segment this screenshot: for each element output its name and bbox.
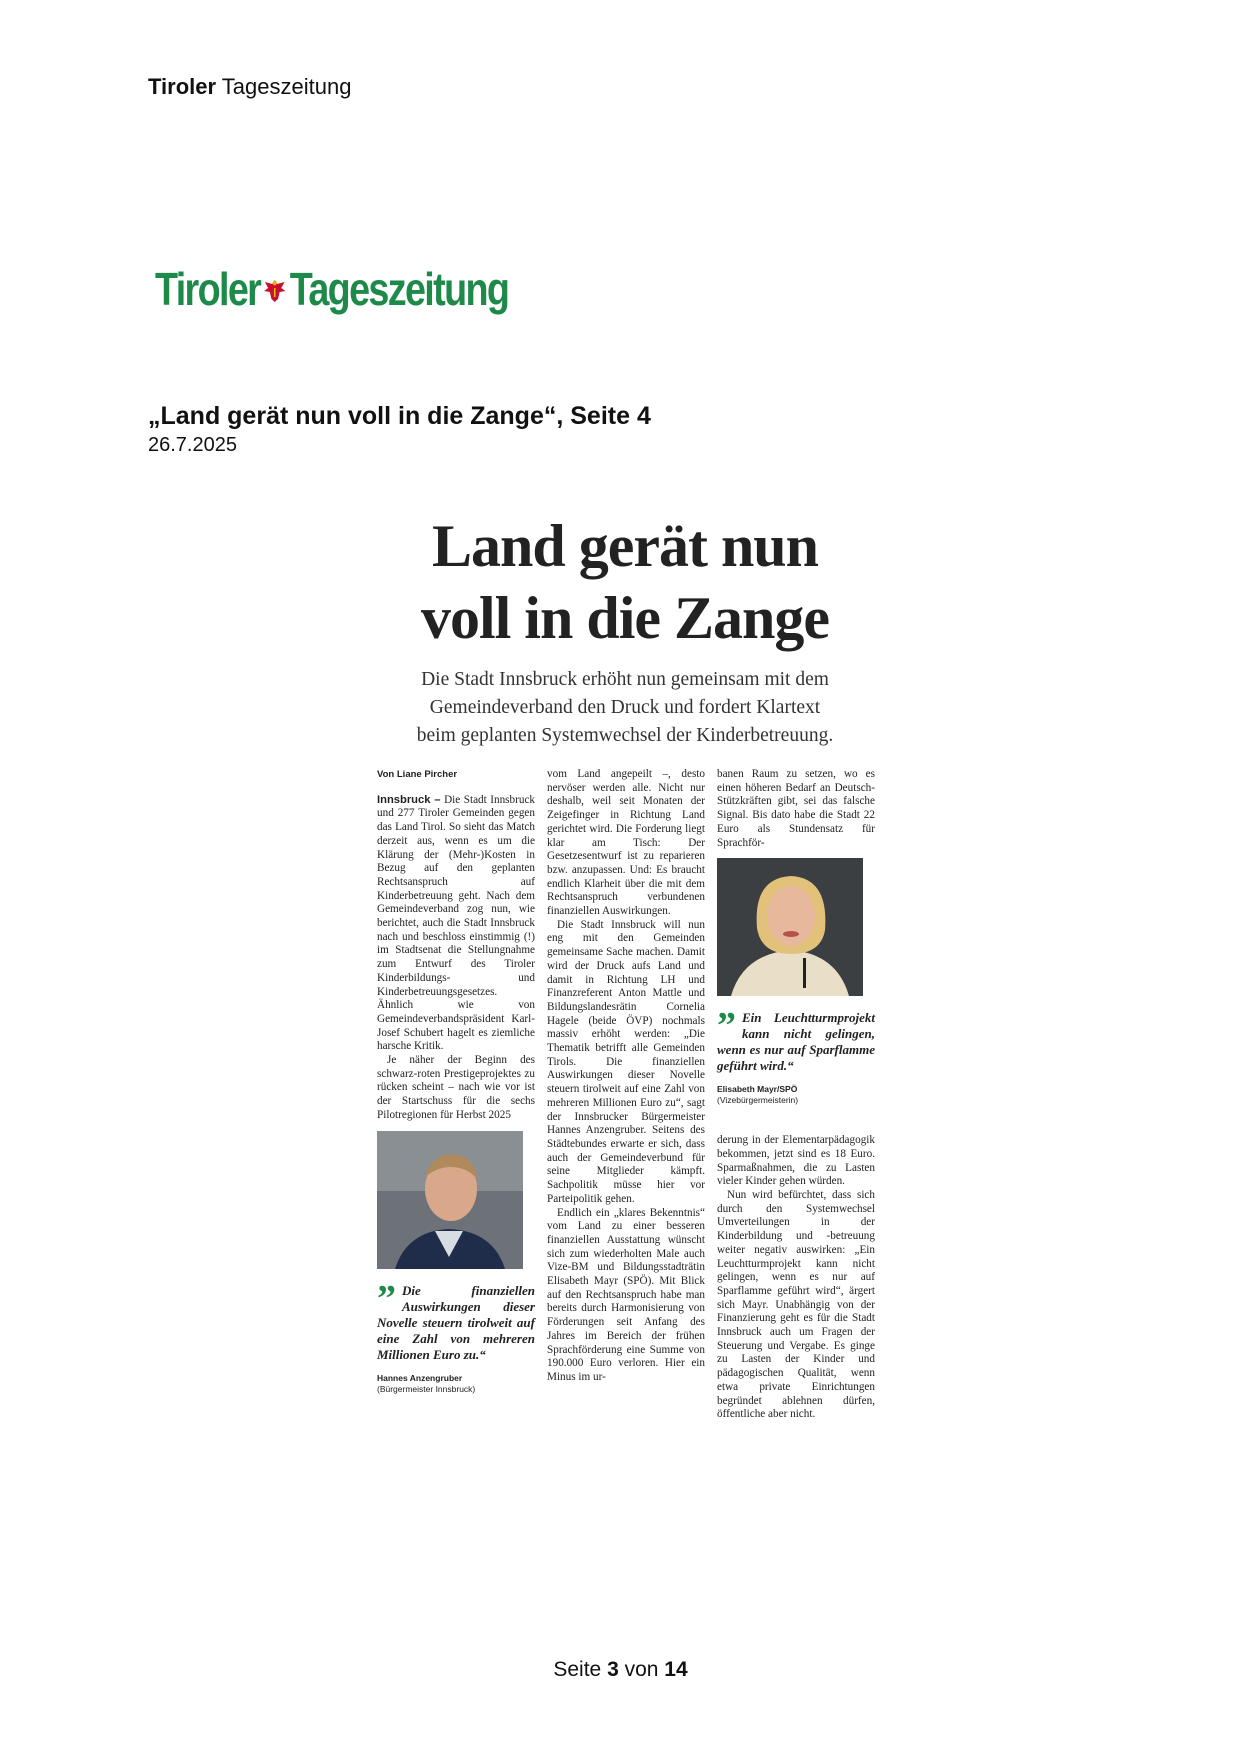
paragraph: Je näher der Beginn des schwarz-roten Prestigeprojektes zu rücken scheint – nach wie vor ist der Startschuss für die sechs Pilotregionen für Herbst 2025 [377,1054,535,1121]
subhead-line: Die Stadt Innsbruck erhöht nun gemeinsam mit dem [421,669,829,690]
newspaper-logo [155,262,508,316]
paragraph: Die Stadt Innsbruck will nun eng mit den Gemeinden gemeinsame Sache machen. Damit wird der Druck aufs Land und damit in Richtung LH und Finanzreferent Anton Mattle und Bildungslandesrätin Cornelia Hagele (beide ÖVP) nochmals massiv erhöht werden: „Die Thematik betrifft alle Gemeinden Tirols. Die finanziellen Auswirkungen dieser Novelle steuern tirolweit auf eine Zahl von mehreren Millionen Euro zu“, sagt der Innsbrucker Bürgermeister Hannes Anzengruber. Seitens des Städtebundes erwarte er sich, dass auch der Gemeindeverbund für seine Mitglieder kämpft. Sachpolitik müsse hier vor Parteipolitik gehen. [547,918,705,1205]
newspaper-clipping [370,510,880,1460]
article-reference: „Land gerät nun voll in die Zange“, Seite 4 [148,402,651,430]
quote-author: Hannes Anzengruber [377,1372,463,1383]
portrait-image [377,1131,523,1269]
paragraph: Nun wird befürchtet, dass sich durch den Systemwechsel Umverteilungen in der Kinderbildung und -betreuung weiter negativ auswirken: „Ein Leuchtturmprojekt kann nicht gelingen, wenn es nur auf Sparflamme geführt wird“, ärgert sich Mayr. Unabhängig von der Finanzierung geht es für die Stadt Innsbruck auch um Fragen der Steuerung und Vergabe. Es ginge zu Lasten der Kinder und pädagogischen Qualität, wenn etwa private Einrichtungen begründet ablehnen dürfen, öffentliche aber nicht. [717,1189,875,1421]
quote-text: Die finanziellen Auswirkungen dieser Novelle steuern tirolweit auf eine Zahl von mehreren Millionen Euro zu.“ [377,1282,535,1362]
publication-name-bold: Tiroler [148,74,217,99]
article-column-1 [377,768,535,1395]
paragraph: vom Land angepeilt –, desto nervöser werden alle. Nicht nur deshalb, weil seit Monaten der Zeigefinger in Richtung Land gerichtet wird. Die Forderung liegt klar am Tisch: Der Gesetzesentwurf ist zu reparieren bzw. anzupassen. Und: Es braucht endlich Klarheit über die mit dem Rechtsanspruch verbundenen finanziellen Auswirkungen. [547,768,705,918]
article-date: 26.7.2025 [148,434,237,456]
footer-middle: von [624,1658,659,1681]
headline-line: voll in die Zange [420,585,830,651]
photo-hannes-anzengruber [377,1131,523,1269]
quote-attribution-1 [377,1373,535,1395]
photo-elisabeth-mayr [717,858,863,996]
logo-text-right: Tageszeitung [289,263,509,315]
current-page-number: 3 [607,1658,619,1681]
pull-quote-2 [717,1005,875,1074]
paragraph: Endlich ein „klares Bekenntnis“ vom Land zu einer besseren finanziellen Ausstattung wünscht sich zum wiederholten Male auch Vize-BM und Bildungsstadträtin Elisabeth Mayr (SPÖ). Mit Blick auf den Rechtsanspruch habe man bereits durch Harmonisierung von Förderungen seit Anfang des Jahres im Bereich der frühen Sprachförderung eine Summe von 190.000 Euro verloren. Hier ein Minus im ur- [547,1206,705,1383]
paragraph: derung in der Elementarpädagogik bekommen, jetzt sind es 18 Euro. Sparmaßnahmen, die zu Lasten vieler Kinder gehen würden. [717,1134,875,1188]
quote-mark-icon: ” [377,1277,396,1320]
quote-mark-icon: ” [717,1005,736,1048]
headline-line: Land gerät nun [431,513,819,579]
subhead-line: beim geplanten Systemwechsel der Kinderbetreuung. [416,725,834,746]
byline: Von Liane Pircher [377,769,458,780]
subhead-line: Gemeindeverband den Druck und fordert Klartext [429,697,821,718]
publication-header [148,74,351,100]
article-column-2 [547,768,705,1385]
paragraph: banen Raum zu setzen, wo es einen höheren Bedarf an Deutsch-Stützkräften gibt, sei das falsche Signal. Bis dato habe die Stadt 22 Euro als Stundensatz für Sprachför- [717,768,875,849]
publication-name-regular: Tageszeitung [221,74,352,99]
footer-prefix: Seite [553,1658,602,1681]
paragraph-text: Die Stadt Innsbruck und 277 Tiroler Gemeinden gegen das Land Tirol. So sieht das Match derzeit aus, wenn es um die Klärung der (Mehr-)Kosten in Bezug auf den geplanten Rechtsanspruch auf Kinderbetreuung geht. Nach dem Gemeindeverband zog nun, wie berichtet, auch die Stadt Innsbruck nach und beschloss einstimmig (!) im Stadtsenat die Stellungnahme zum Entwurf des Tiroler Kinderbildungs- und Kinderbetreuungsgesetzes. Ähnlich wie von Gemeindeverbandspräsident Karl-Josef Schubert hagelt es ziemliche harsche Kritik. [377,793,536,1053]
clipping-subheadline [370,666,880,750]
page-footer [0,1658,1241,1682]
article-column-3 [717,768,875,1422]
logo-text-left: Tiroler [155,263,261,315]
clipping-headline [370,510,880,654]
dateline: Innsbruck – [377,793,441,806]
quote-author-role: (Bürgermeister Innsbruck) [377,1383,476,1394]
tyrolean-eagle-icon [263,262,288,316]
pull-quote-1 [377,1277,535,1363]
quote-author-role: (Vizebürgermeisterin) [717,1095,799,1106]
portrait-image [717,858,863,996]
quote-attribution-2 [717,1084,875,1106]
total-page-count: 14 [664,1658,688,1681]
quote-text: Ein Leuchtturmprojekt kann nicht gelingen, wenn es nur auf Sparflamme geführt wird.“ [717,1010,875,1074]
paragraph [377,794,535,1054]
quote-author: Elisabeth Mayr/SPÖ [717,1084,798,1095]
